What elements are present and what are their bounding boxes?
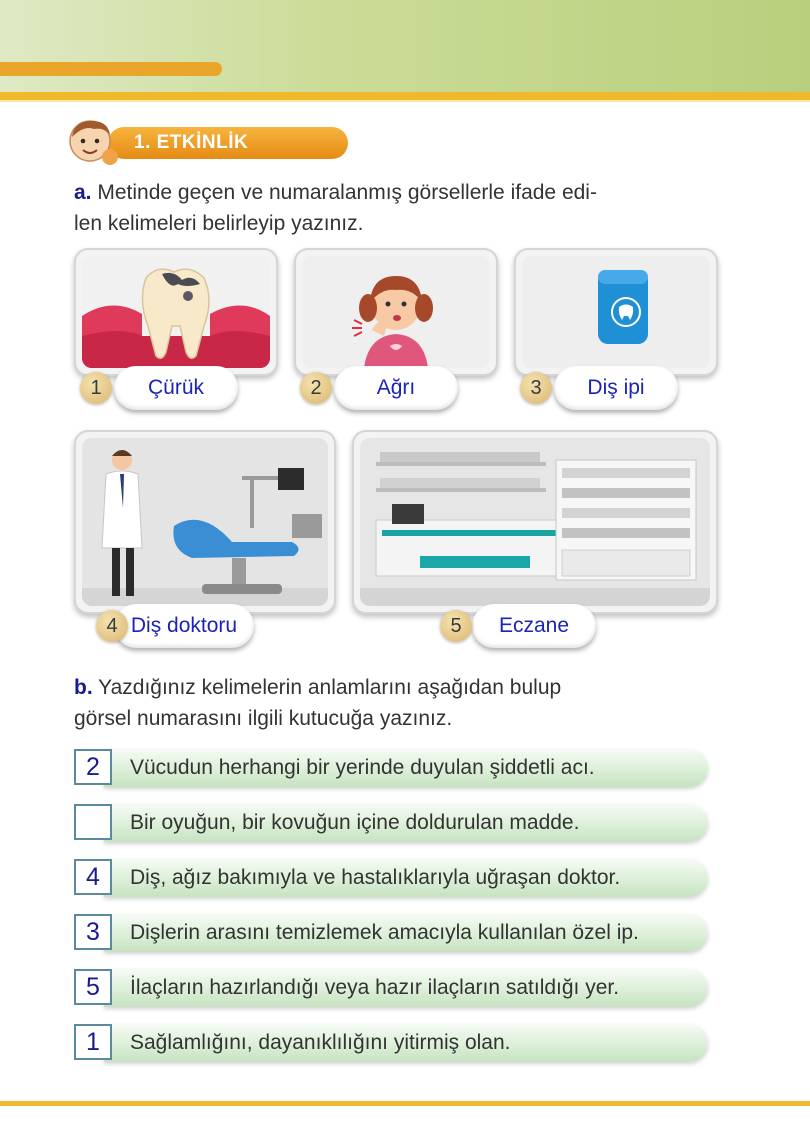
definition-text-6: Sağlamlığını, dayanıklılığını yitirmiş olan. xyxy=(130,1031,511,1054)
image-number-2: 2 xyxy=(300,372,332,404)
image-card-1 xyxy=(74,248,278,376)
definition-text-2: Bir oyuğun, bir kovuğun içine doldurulan madde. xyxy=(130,811,580,834)
image-number-1: 1 xyxy=(80,372,112,404)
part-a-line1: Metinde geçen ve numaralanmış görsellerle ifade edi- xyxy=(97,181,597,204)
word-3-text: Diş ipi xyxy=(587,376,645,399)
definition-row-1 xyxy=(74,748,708,788)
word-label-2 xyxy=(334,366,458,410)
definition-text-4: Dişlerin arasını temizlemek amacıyla kullanılan özel ip. xyxy=(130,921,639,944)
part-b-instruction xyxy=(74,672,724,734)
image-card-5 xyxy=(352,430,718,614)
word-label-1 xyxy=(114,366,238,410)
part-b-letter: b. xyxy=(74,676,93,699)
answer-box-3[interactable]: 4 xyxy=(74,859,112,895)
word-label-3 xyxy=(554,366,678,410)
kid-mascot-icon xyxy=(64,117,120,169)
part-a-instruction xyxy=(74,177,724,239)
image-number-3: 3 xyxy=(520,372,552,404)
part-a-letter: a. xyxy=(74,181,92,204)
top-banner xyxy=(0,0,810,92)
definition-text-3: Diş, ağız bakımıyla ve hastalıklarıyla uğraşan doktor. xyxy=(130,866,621,889)
pharmacy-icon xyxy=(360,438,710,606)
word-label-4 xyxy=(114,604,254,648)
definition-row-6 xyxy=(74,1023,708,1063)
word-4-text: Diş doktoru xyxy=(130,614,238,637)
answer-box-5[interactable]: 5 xyxy=(74,969,112,1005)
answer-box-6[interactable]: 1 xyxy=(74,1024,112,1060)
top-divider xyxy=(0,92,810,102)
decayed-tooth-icon xyxy=(82,256,270,368)
bottom-divider xyxy=(0,1101,810,1106)
word-1-text: Çürük xyxy=(147,376,205,399)
activity-badge xyxy=(64,117,294,167)
top-swoosh xyxy=(0,62,222,76)
dentist-chair-icon xyxy=(82,438,328,606)
part-b-line1: Yazdığınız kelimelerin anlamlarını aşağıdan bulup xyxy=(98,676,562,699)
definition-row-2 xyxy=(74,803,708,843)
word-5-text: Eczane xyxy=(498,614,570,637)
part-b-line2: görsel numarasını ilgili kutucuğa yazınız. xyxy=(74,707,453,730)
definition-row-3 xyxy=(74,858,708,898)
answer-box-2[interactable] xyxy=(74,804,112,840)
word-2-text: Ağrı xyxy=(376,376,416,399)
image-card-3 xyxy=(514,248,718,376)
image-number-5: 5 xyxy=(440,610,472,642)
definition-row-5 xyxy=(74,968,708,1008)
image-number-4: 4 xyxy=(96,610,128,642)
part-a-line2: len kelimeleri belirleyip yazınız. xyxy=(74,212,364,235)
definition-text-5: İlaçların hazırlandığı veya hazır ilaçların satıldığı yer. xyxy=(130,976,620,999)
answer-box-4[interactable]: 3 xyxy=(74,914,112,950)
dental-floss-icon xyxy=(522,256,710,368)
image-card-2 xyxy=(294,248,498,376)
image-card-4 xyxy=(74,430,336,614)
answer-box-1[interactable]: 2 xyxy=(74,749,112,785)
girl-toothache-icon xyxy=(302,256,490,368)
definition-row-4 xyxy=(74,913,708,953)
activity-title: 1. ETKİNLİK xyxy=(108,127,348,159)
word-label-5 xyxy=(472,604,596,648)
definition-text-1: Vücudun herhangi bir yerinde duyulan şiddetli acı. xyxy=(130,756,595,779)
